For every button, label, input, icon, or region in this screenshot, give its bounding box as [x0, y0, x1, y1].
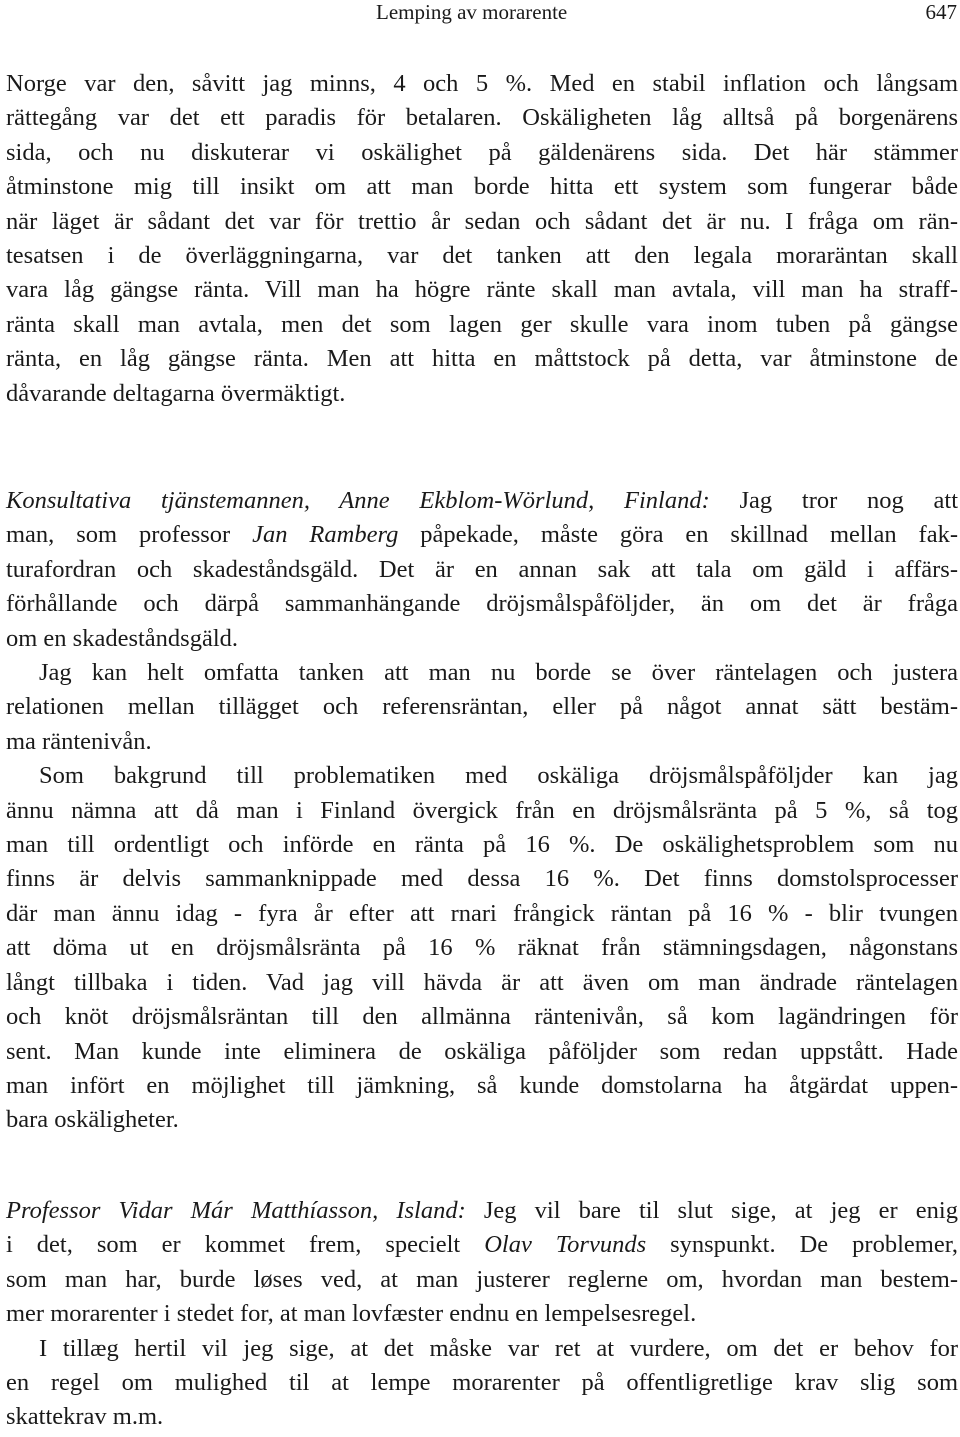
text-line: man till ordentligt och införde en ränta på 16 %. De oskälighetsproblem som nu: [6, 831, 958, 859]
text-line: ränta skall man avtala, men det som lagen ger skulle vara inom tuben på gängse: [6, 310, 958, 338]
text-line: [6, 1194, 958, 1228]
cited-person: Olav Torvunds: [484, 1231, 647, 1259]
text-line: om en skadeståndsgäld.: [6, 624, 239, 652]
page-number: 647: [925, 0, 957, 24]
speaker-name: Konsultativa tjänstemannen, Anne Ekblom-Wörlund, Finland:: [6, 487, 710, 514]
speaker-text: Jeg vil bare til slut sige, at jeg er enig: [465, 1197, 958, 1224]
line-text: påpekade, måste göra en skillnad mellan fak-: [398, 521, 958, 549]
text-line: ma räntenivån.: [6, 727, 152, 755]
cited-person: Jan Ramberg: [252, 521, 399, 549]
text-line: ränta, en låg gängse ränta. Men att hitta en måttstock på detta, var åtminstone de: [6, 345, 958, 373]
text-line: [6, 1228, 958, 1262]
text-line: finns är delvis sammanknippade med dessa 16 %. Det finns domstolsprocesser: [6, 865, 958, 893]
text-line: I tillæg hertil vil jeg sige, at det måske var ret at vurdere, om det er behov for: [39, 1334, 958, 1362]
text-line: relationen mellan tillägget och referensräntan, eller på något annat sätt bestäm-: [6, 693, 958, 721]
line-text: man, som professor: [6, 521, 253, 549]
text-line: mer morarenter i stedet for, at man lovfæster endnu en lempelsesregel.: [6, 1300, 697, 1328]
text-line: ännu nämna att då man i Finland övergick från en dröjsmålsränta på 5 %, så tog: [6, 796, 958, 824]
text-line: Jag kan helt omfatta tanken att man nu borde se över räntelagen och justera: [39, 659, 958, 687]
text-line: tesatsen i de överläggningarna, var det tanken att den legala moraräntan skall: [6, 242, 958, 270]
text-line: bara oskäligheter.: [6, 1106, 179, 1134]
text-line: som man har, burde løses ved, at man justerer reglerne om, hvordan man bestem-: [6, 1265, 958, 1293]
statement-matthiasson: [6, 1194, 958, 1435]
text-line: sida, och nu diskuterar vi oskälighet på gäldenärens sida. Det här stämmer: [6, 138, 958, 166]
line-text: synspunkt. De problemer,: [646, 1231, 958, 1259]
text-line: en regel om mulighed til at lempe morarenter på offentligretlige krav slig som: [6, 1369, 958, 1397]
text-line: man infört en möjlighet till jämkning, så kunde domstolarna ha åtgärdat uppen-: [6, 1071, 958, 1099]
text-line: när läget är sådant det var för trettio år sedan och sådant det är nu. I fråga om rän-: [6, 207, 958, 235]
text-line: turafordran och skadeståndsgäld. Det är en annan sak att tala om gäld i affärs-: [6, 555, 958, 583]
text-line: att döma ut en dröjsmålsränta på 16 % räknat från stämningsdagen, någonstans: [6, 934, 958, 962]
running-header: [0, 0, 960, 30]
text-line: åtminstone mig till insikt om att man borde hitta ett system som fungerar både: [6, 173, 958, 201]
speaker-text: Jag tror nog att: [709, 487, 958, 514]
text-line: Som bakgrund till problematiken med oskäliga dröjsmålspåföljder kan jag: [39, 762, 958, 790]
line-text: i det, som er kommet frem, specielt: [6, 1231, 485, 1259]
text-line: förhållande och därpå sammanhängande dröjsmålspåföljder, än om det är fråga: [6, 590, 958, 618]
text-line: och knöt dröjsmålsräntan till den allmänna räntenivån, så kom lagändringen för: [6, 1003, 958, 1031]
running-title: Lemping av morarente: [376, 0, 568, 24]
speaker-name: Professor Vidar Már Matthíasson, Island:: [6, 1197, 466, 1224]
text-line: långt tillbaka i tiden. Vad jag vill hävda är att även om man ändrade räntelagen: [6, 968, 958, 996]
text-line: Norge var den, såvitt jag minns, 4 och 5 %. Med en stabil inflation och långsam: [6, 70, 958, 97]
text-line: dåvarande deltagarna övermäktigt.: [6, 379, 346, 407]
paragraph-continuation: [6, 67, 958, 411]
text-line: sent. Man kunde inte eliminera de oskäliga påföljder som redan uppstått. Hade: [6, 1037, 958, 1065]
text-line: där man ännu idag - fyra år efter att rnari frångick räntan på 16 % - blir tvungen: [6, 899, 958, 927]
text-line: rättegång var det ett paradis för betalaren. Oskäligheten låg alltså på borgenärens: [6, 104, 958, 132]
text-line: skattekrav m.m.: [6, 1403, 164, 1431]
statement-ekblom-worlund: [6, 484, 958, 1138]
text-line: vara låg gängse ränta. Vill man ha högre ränte skall man avtala, vill man ha straff-: [6, 276, 958, 304]
text-line: [6, 484, 958, 518]
text-line: [6, 518, 958, 552]
